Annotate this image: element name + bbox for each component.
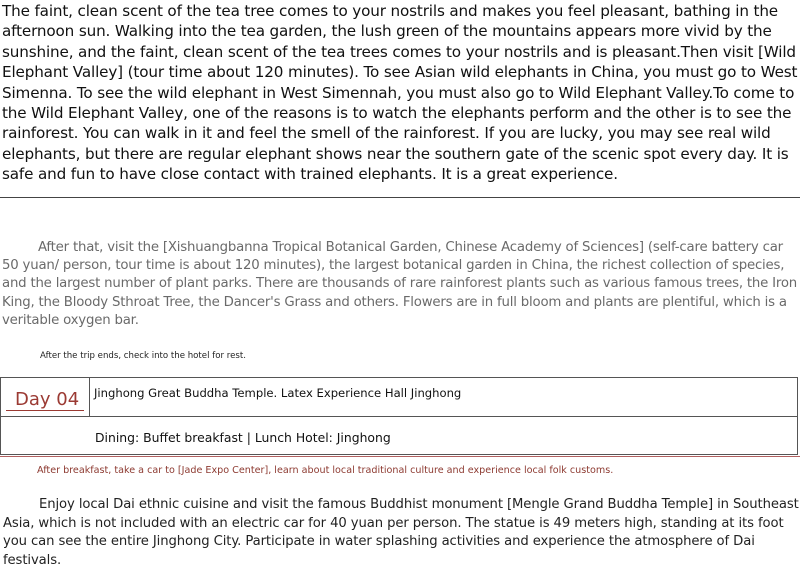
day-label: Day 04 xyxy=(15,389,80,410)
intro-paragraph: The faint, clean scent of the tea tree comes to your nostrils and makes you feel pleasant, bathing in the afternoon sun. Walking into the tea garden, the lush green of the mountains appears more vivid by the sunshine, and the faint, clean scent of the tea trees comes to your nostrils and is pleasant.Then visit [Wild Elephant Valley] (tour time about 120 minutes). To see Asian wild elephants in China, you must go to West Simenna. To see the wild elephant in West Simennah, you must also go to Wild Elephant Valley.To come to the Wild Elephant Valley, one of the reasons is to watch the elephants perform and the other is to see the rainforest. You can walk in it and feel the smell of the rainforest. If you are lucky, you may see real wild elephants, but there are regular elephant shows near the southern gate of the scenic spot every day. It is safe and fun to have close contact with trained elephants. It is a great experience. xyxy=(2,2,798,184)
day-itinerary-table xyxy=(0,377,798,455)
botanical-garden-paragraph: After that, visit the [Xishuangbanna Tropical Botanical Garden, Chinese Academy of Sciences] (self-care battery car 50 yuan/ person, tour time is about 120 minutes), the largest botanical garden in China, the richest collection of species, and the largest number of plant parks. There are thousands of rare rainforest plants such as various famous trees, the Iron King, the Bloody Sthroat Tree, the Dancer's Grass and others. Flowers are in full bloom and plants are plentiful, which is a veritable oxygen bar. xyxy=(2,240,798,328)
table-row-divider xyxy=(1,416,797,417)
section-divider xyxy=(0,197,800,198)
day-label-underline xyxy=(6,410,84,411)
rest-note: After the trip ends, check into the hotel for rest. xyxy=(40,351,246,361)
day-dining-hotel: Dining: Buffet breakfast | Lunch Hotel: Jinghong xyxy=(95,430,391,445)
breakfast-note: After breakfast, take a car to [Jade Expo Center], learn about local traditional culture and experience local folk customs. xyxy=(37,465,614,476)
buddha-temple-paragraph: Enjoy local Dai ethnic cuisine and visit the famous Buddhist monument [Mengle Grand Buddha Temple] in Southeast Asia, which is not included with an electric car for 40 yuan per person. The statue is 49 meters high, standing at its foot you can see the entire Jinghong City. Participate in water splashing activities and experience the atmosphere of Dai festivals. xyxy=(3,497,799,568)
day-sights: Jinghong Great Buddha Temple. Latex Experience Hall Jinghong xyxy=(94,386,462,400)
section-divider-accent xyxy=(0,456,800,457)
table-column-divider xyxy=(89,378,90,416)
